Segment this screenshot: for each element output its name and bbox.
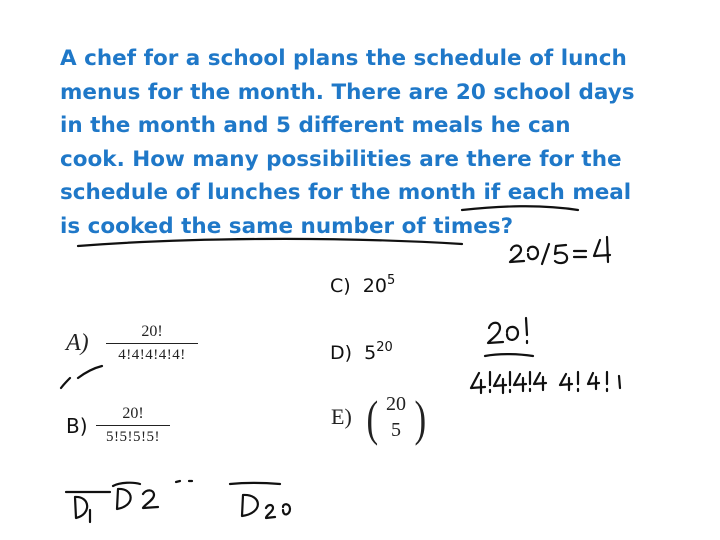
choice-c-exponent: 5 [386,273,396,288]
choice-a-fraction [106,322,198,366]
choice-e-label: E) [331,404,352,429]
choice-b-numerator: 20! [96,404,170,426]
left-paren: ( [366,390,379,446]
choice-e-binomial [364,391,428,451]
choice-d-exponent: 20 [376,340,393,355]
handwritten-fraction [471,318,620,393]
choice-e-top: 20 [386,393,406,415]
choice-a-numerator: 20! [106,322,198,344]
choice-d-label: D) [330,342,353,364]
choice-b-fraction [96,404,170,448]
choice-d-base: 5 [364,342,377,364]
check-mark [61,366,102,388]
choice-b-denominator: 5!5!5!5! [106,429,160,445]
handwritten-days [66,481,290,522]
problem-statement: A chef for a school plans the schedule of lunch menus for the month. There are 20 school days in the month and 5 different meals he can cook. How many possibilities are there for the schedule of lunches for the month if each meal is cooked the same number of times? [60,46,635,239]
choice-c-label: C) [330,275,351,297]
choice-b-label: B) [66,414,88,438]
choice-a-label: A) [66,330,89,356]
choice-c-base: 20 [362,275,387,297]
choice-e-bottom: 5 [391,419,401,441]
choice-d [330,340,393,364]
choice-c [330,273,395,297]
choice-a-denominator: 4!4!4!4!4! [118,347,186,363]
right-paren: ) [414,390,427,446]
